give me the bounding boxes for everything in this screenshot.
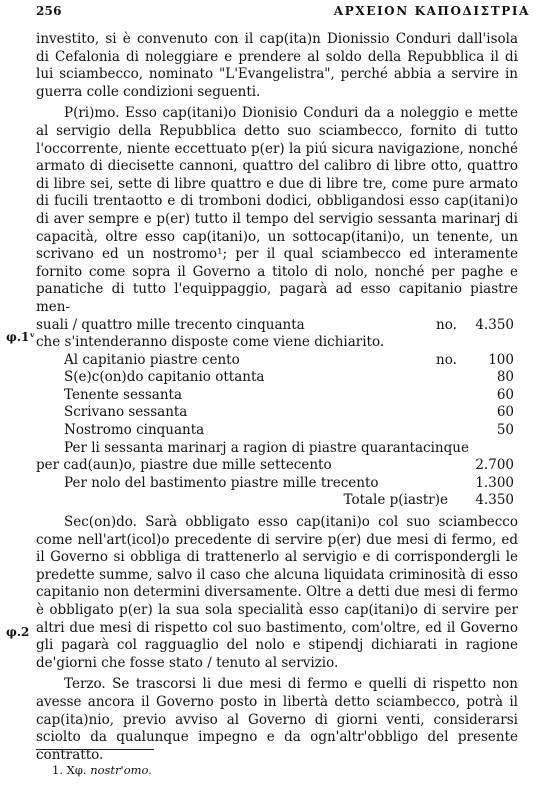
pay-line-amount: 80 [496,369,514,386]
total-line-label: Totale p(iastr)e [343,492,448,509]
sessanta-line-label: per cad(aun)o, piastre due mille settecento [36,457,332,474]
pay-line-amount: 60 [496,404,514,421]
pay-line [36,369,518,387]
nolo-line [36,475,518,493]
pay-line-label: suali / quattro mille trecento cinquanta [36,316,305,333]
pay-line-label: Al capitanio piastre cento [64,351,240,368]
pay-line-amount: 100 [488,351,514,368]
primo-paragraph: P(ri)mo. Esso cap(itani)o Dionisio Conduri da a noleggio e mette al servigio della Repubblica detto suo sciambecco, fornito di tutto l'occorrente, niente eccettuato p(er) la piú sicura navigazione, nonché armato di diecisette cannoni, quattro del calibro di libre otto, quattro di libre sei, sette di libre quattro e due di libre tre, come pure armato di fucili trentaotto e di tromboni dodici, obbligandosi esso cap(itani)o di aver sempre e p(er) tutto il tempo del servigio sessanta marinarj di capacità, oltre esso cap(itani)o, un sottocap(itani)o, un tenente, un scrivano ed un nostromo¹; per il qual sciambecco ed interamente fornito come sopra il Governo a titolo di nolo, nonché per paghe e panatiche di tutto l'equippaggio, pagarà ad esso capitanio piastre men- [36,105,518,315]
sessanta-line-text: Per li sessanta marinarj a ragion di piastre quarantacinque [64,439,469,456]
sessanta-line-amount: 2.700 [475,457,514,474]
total-line-amount: 4.350 [475,492,514,509]
pay-line [36,317,518,335]
footnote-italic-text: nostr'omo. [90,763,152,777]
nolo-line-label: Per nolo del bastimento piastre mille trecento [64,474,379,491]
pay-line [36,422,518,440]
footnote-marker: 1. [52,763,63,777]
total-line [36,492,518,510]
pay-line [36,387,518,405]
pay-line-label: Scrivano sessanta [64,404,188,421]
pay-line-amount: 4.350 [475,316,514,333]
pay-line-label: S(e)c(on)do capitanio ottanta [64,369,265,386]
pay-line-label: Nostromo cinquanta [64,422,205,439]
pay-line [36,334,518,352]
footnote [52,763,152,777]
pay-line-label: che s'intenderanno disposte come viene dichiarito. [36,334,385,351]
pay-line [36,352,518,370]
document-body [36,31,518,764]
margin-note-folio-1v: φ.1ᵛ [6,330,36,344]
footnote-rule [36,749,154,750]
secondo-paragraph: Sec(on)do. Sarà obbligato esso cap(itani)o col suo sciambecco come nell'art(icol)o precedente di servire p(er) due mesi di fermo, ed il Governo si obbliga di trattenerlo al servigio e di corrispondergli le predette summe, salvo il caso che alcuna liquidata criminosità di esso capitanio non determini diversamente. Oltre a detti due mesi di fermo è obbligato p(er) la sua sola specialità esso cap(itani)o di servire per altri due mesi di rispetto col suo bastimento, com'oltre, ed il Governo gli pagarà col ragguaglio del nolo e stipendj dichiarati in ragione de'giorni che fosse stato / tenuto al servizio. [36,514,518,671]
page-header [36,4,530,22]
pay-line-label: Tenente sessanta [64,386,183,403]
pay-line-no: no. [436,351,457,368]
sessanta-amount-line [36,457,518,475]
sessanta-line [36,440,518,458]
pay-line-amount: 50 [496,422,514,439]
intro-paragraph: investito, si è convenuto con il cap(ita)n Dionissio Conduri dall'isola di Cefalonia di noleggiare e prendere al soldo della Repubblica il di lui sciambecco, nominato "L'Evangelistra", perché abbia a servire in guerra colle condizioni seguenti. [36,31,518,100]
pay-line [36,404,518,422]
page-number: 256 [36,4,62,18]
pay-line-amount: 60 [496,386,514,403]
terzo-paragraph: Terzo. Se trascorsi li due mesi di fermo e quelli di rispetto non avesse ancora il Governo posto in libertà detto sciambecco, potrà il cap(ita)nio, previo avviso al Governo di giorni venti, considerarsi sciolto da qualunque impegno e da ogn'altr'obbligo del presente contratto. [36,676,518,763]
margin-note-folio-2: φ.2 [6,625,30,639]
nolo-line-amount: 1.300 [475,474,514,491]
running-title: ΑΡΧΕΙΟΝ ΚΑΠΟΔΙΣΤΡΙΑ [333,4,530,18]
footnote-text: Χφ. [66,763,87,777]
pay-line-no: no. [436,316,457,333]
